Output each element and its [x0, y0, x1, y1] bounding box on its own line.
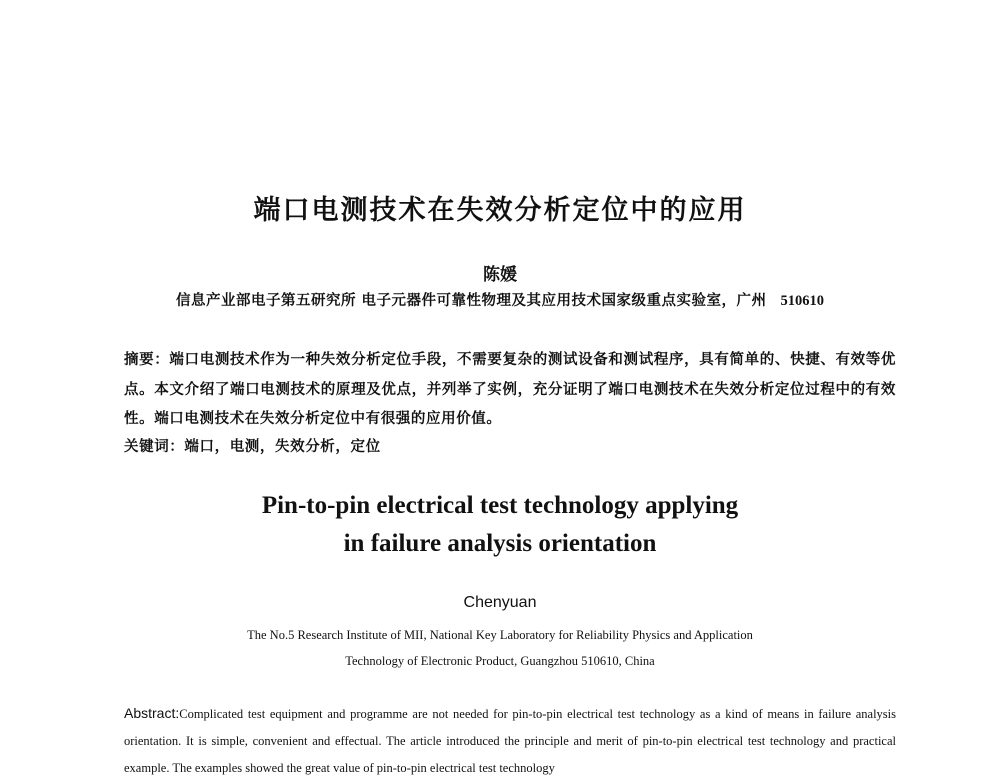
chinese-abstract-text: 端口电测技术作为一种失效分析定位手段，不需要复杂的测试设备和测试程序，具有简单的、快捷、有效等优点。本文介绍了端口电测技术的原理及优点，并列举了实例，充分证明了端口电测技术在失效分析定位过程中的有效性。端口电测技术在失效分析定位中有很强的应用价值。 [124, 351, 896, 427]
chinese-affiliation [0, 289, 1000, 310]
english-affiliation-line-2: Technology of Electronic Product, Guangzhou 510610, China [345, 654, 655, 668]
english-title-line-1: Pin-to-pin electrical test technology applying [261, 492, 739, 519]
chinese-abstract-label: 摘要： [124, 352, 170, 368]
chinese-author: 陈媛 [483, 265, 517, 285]
english-title [0, 487, 1000, 563]
chinese-keywords [124, 432, 896, 462]
chinese-keywords-label: 关键词： [124, 439, 185, 455]
english-abstract-text: Complicated test equipment and programme are not needed for pin-to-pin electrical test technology as a kind of means in failure analysis orientation. It is simple, convenient and effectual. The article introduced the principle and merit of pin-to-pin electrical test technology and practical example. The examples showed the great value of pin-to-pin electrical test technology [124, 707, 896, 775]
chinese-keywords-text: 端口，电测，失效分析，定位 [184, 438, 381, 455]
chinese-affiliation-text: 信息产业部电子第五研究所 电子元器件可靠性物理及其应用技术国家级重点实验室，广州 [175, 292, 767, 309]
english-abstract-label: Abstract: [124, 705, 180, 721]
chinese-abstract [124, 345, 896, 433]
english-abstract [124, 700, 896, 782]
english-affiliation-line-1: The No.5 Research Institute of MII, National Key Laboratory for Reliability Physics and Application [247, 628, 753, 642]
chinese-zip-code: 510610 [780, 293, 825, 309]
english-author: Chenyuan [463, 594, 537, 611]
chinese-title: 端口电测技术在失效分析定位中的应用 [253, 195, 747, 226]
english-title-line-2: in failure analysis orientation [343, 530, 657, 557]
english-affiliation [0, 622, 1000, 674]
